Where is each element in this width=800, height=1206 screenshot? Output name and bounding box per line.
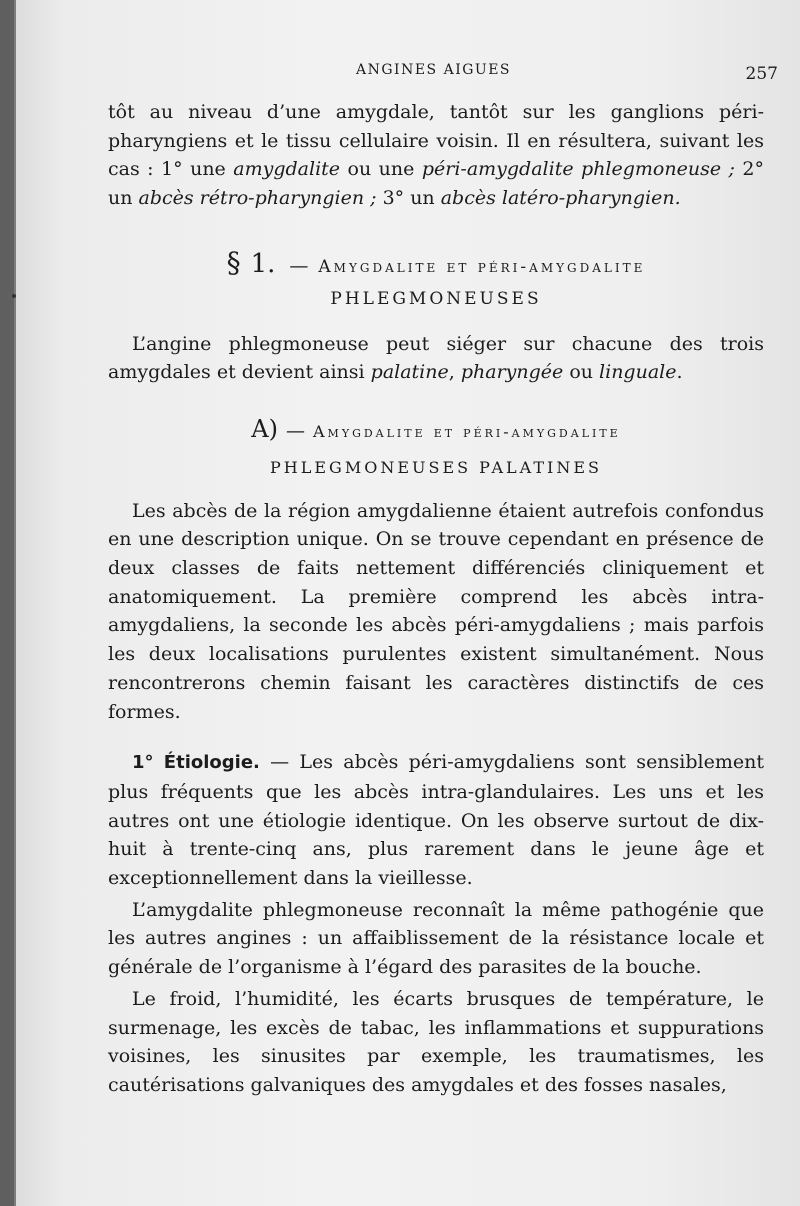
etiologie-text: — Les abcès péri-amygdaliens sont sensiblement plus fréquents que les abcès intra-glandulaires. Les uns et les autres ont une étiologie identique. On les observe surtout de dix-huit à trente-cinq ans, plus rarement dans le jeune âge et exceptionnellement dans la vieillesse. xyxy=(108,751,764,890)
subsection-title-line1: Amygdalite et péri-amygdalite xyxy=(313,421,621,441)
term-abces-retro: abcès rétro-pharyngien ; xyxy=(138,187,377,210)
subsection-heading xyxy=(108,413,764,448)
paragraph-froid: Le froid, l’humidité, les écarts brusques de température, le surmenage, les excès de tabac, les inflammations et suppurations voisines, les sinusites par exemple, les traumatismes, les cautérisations galvaniques des amygdales et des fosses nasales, xyxy=(108,987,764,1096)
section-paragraph-end: . xyxy=(676,361,683,384)
scan-edge-shadow xyxy=(0,0,14,1206)
page-mark xyxy=(12,294,16,298)
section-number: 1. xyxy=(250,248,276,279)
term-palatine: palatine xyxy=(370,361,449,384)
etiologie-paragraph xyxy=(108,748,764,893)
subsection-letter: A) xyxy=(251,414,278,443)
term-amygdalite: amygdalite xyxy=(233,158,341,181)
paragraph-abces: Les abcès de la région amygdalienne étaient autrefois confondus en une description unique. On se trouve cependant en présence de deux classes de faits nettement différenciés cliniquement et anatomiquement. La première comprend les abcès intra-amygdaliens, la seconde les abcès péri-amygdaliens ; mais parfois les deux localisations purulentes existent simultanément. Nous rencontrerons chemin faisant les caractères distinctifs de ces formes. xyxy=(108,499,764,723)
intro-text-two: 2° un xyxy=(108,158,765,210)
intro-text-ou: ou une xyxy=(340,158,422,181)
subsection-dash: — xyxy=(286,419,305,442)
term-linguale: linguale xyxy=(599,361,677,384)
section-heading xyxy=(108,247,764,283)
etiologie-number: 1° xyxy=(132,752,154,774)
section-paragraph-text: L’angine phlegmoneuse peut siéger sur chacune des trois amygdales et devient ainsi xyxy=(108,332,764,384)
subsection-title-line2: PHLEGMONEUSES PALATINES xyxy=(270,457,602,477)
intro-text: tôt au niveau d’une amygdale, tantôt sur les ganglions péri-pharyngiens et le tissu cellulaire voisin. Il en résultera, suivant les cas : 1° une xyxy=(108,101,764,181)
page-header xyxy=(16,60,800,88)
etiologie-title: Étiologie. xyxy=(163,752,260,774)
page-body xyxy=(108,98,764,1100)
section-dash: — xyxy=(289,254,309,277)
term-peri-amygdalite: péri-amygdalite phlegmoneuse ; xyxy=(421,158,735,181)
section-paragraph-comma: , xyxy=(448,361,461,384)
section-symbol: § xyxy=(226,245,241,279)
section-paragraph xyxy=(108,330,764,387)
page-number: 257 xyxy=(745,64,778,84)
term-pharyngee: pharyngée xyxy=(460,361,564,384)
book-page xyxy=(16,0,800,1206)
section-title-line1: Amygdalite et péri-amygdalite xyxy=(318,256,646,277)
paragraph-pathogenie: L’amygdalite phlegmoneuse reconnaît la même pathogénie que les autres angines : un affaiblissement de la résistance locale et générale de l’organisme à l’égard des parasites de la bouche. xyxy=(108,898,764,979)
running-title: ANGINES AIGUES xyxy=(356,62,512,78)
intro-text-three: 3° un xyxy=(376,187,441,210)
section-paragraph-ou: ou xyxy=(563,361,600,384)
section-title-line2: PHLEGMONEUSES xyxy=(330,288,542,309)
intro-paragraph xyxy=(108,98,764,213)
term-abces-latero: abcès latéro-pharyngien. xyxy=(440,187,681,210)
